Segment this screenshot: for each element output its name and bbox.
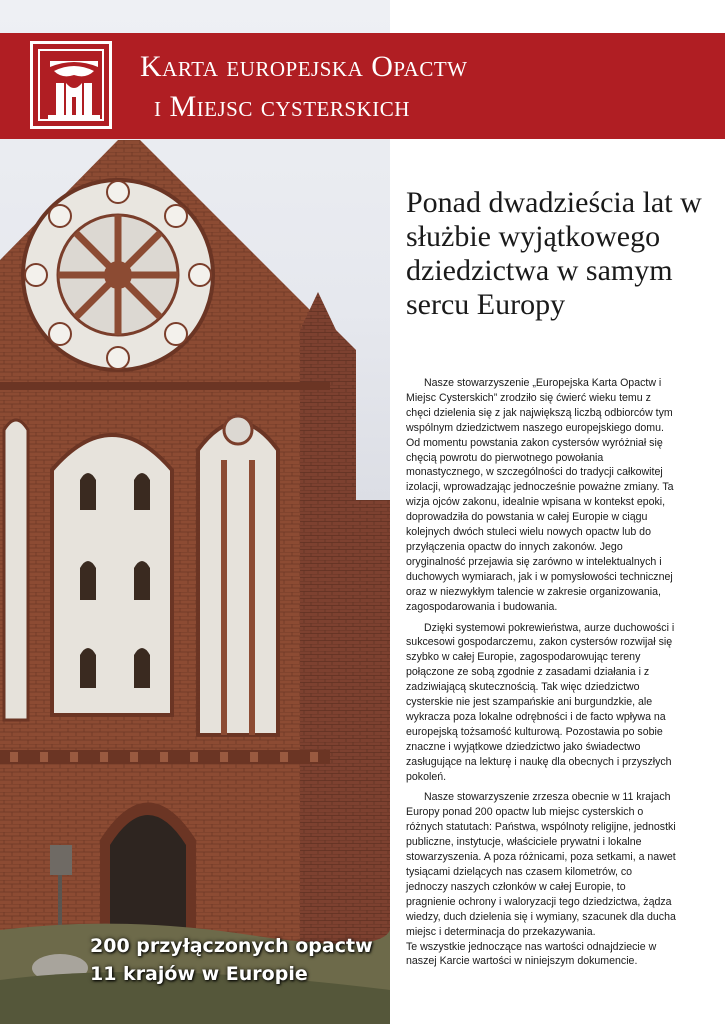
banner-title-line2: i Miejsc cysterskich [154,90,410,123]
paragraph-1: Nasze stowarzyszenie „Europejska Karta Opactw i Miejsc Cysterskich” zrodziło się ćwierć wieku temu z chęci dzielenia się z jak największą liczbą odbiorców tym wspólnym dziedzictwem naszego europejskiego domu. Od momentu powstania zakon cystersów wyróżniał się chęcią powrotu do pierwotnego powołania monastycznego, w szczególności do tradycji całkowitej izolacji, wprowadzając jednocześnie poważne zmiany. Ta wizja ojców zakonu, idealnie wpisana w kontekst epoki, doprowadziła do powstania w całej Europie w ciągu kolejnych dwóch stuleci wielu nowych opactw lub do przyłączenia opactw do innych zakonów. Jego oryginalność przejawia się zarówno w intelektualnych i duchowych wymiarach, jak i w pomysłowości technicznej oraz w niezwykłym talencie w zakresie organizowania, zagospodarowania i budowania. [406,377,674,613]
caption-line2: 11 krajów w Europie [90,963,308,985]
cistercian-arch-logo-icon [30,41,112,129]
banner-title [140,47,467,127]
banner-title-line1: Karta europejska Opactw [140,50,468,83]
page-headline: Ponad dwadzieścia lat w służbie wyjątkowego dziedzictwa w samym sercu Europy [406,186,702,321]
caption-line1: 200 przyłączonych opactw [90,935,373,957]
closing-paragraph: Te wszystkie jednoczące nas wartości odnajdziecie w naszej Karcie wartości w niniejszym dokumencie. [406,940,657,968]
title-banner [0,33,725,139]
paragraph-3: Nasze stowarzyszenie zrzesza obecnie w 11 krajach Europy ponad 200 opactw lub miejsc cysterskich o różnych statutach: Państwa, wspólnoty religijne, jednostki publiczne, instytucje, właściciele prywatni i lokalne stowarzyszenia. A poza różnicami, poza setkami, a nawet tysiącami dzielących nas czasem kilometrów, co jednoczy naszych członków w całej Europie, to pragnienie ochrony i waloryzacji tego dziedzictwa, żądza wiedzy, duch dzielenia się i wymiany, szacunek dla ducha miejsc i determinacja do przekazywania. [406,791,676,938]
body-text [406,376,676,969]
paragraph-2: Dzięki systemowi pokrewieństwa, aurze duchowości i sukcesowi gospodarczemu, zakon cystersów rozwijał się szybko w całej Europie, zagospodarowując tereny połączone ze sobą zgodnie z zasadami działania i z zadziwiającą skutecznością. Tak więc dziedzictwo cysterskie nie jest szampańskie ani burgundzkie, ale wykracza poza lokalne odrębności i de facto wpływa na europejską tożsamość kulturową. Pozostawia po sobie znaczne i wyjątkowe dziedzictwo jako świadectwo zasługujące na lekturę i naukę dla obecnych i przyszłych pokoleń. [406,621,675,783]
photo-caption [90,932,390,988]
